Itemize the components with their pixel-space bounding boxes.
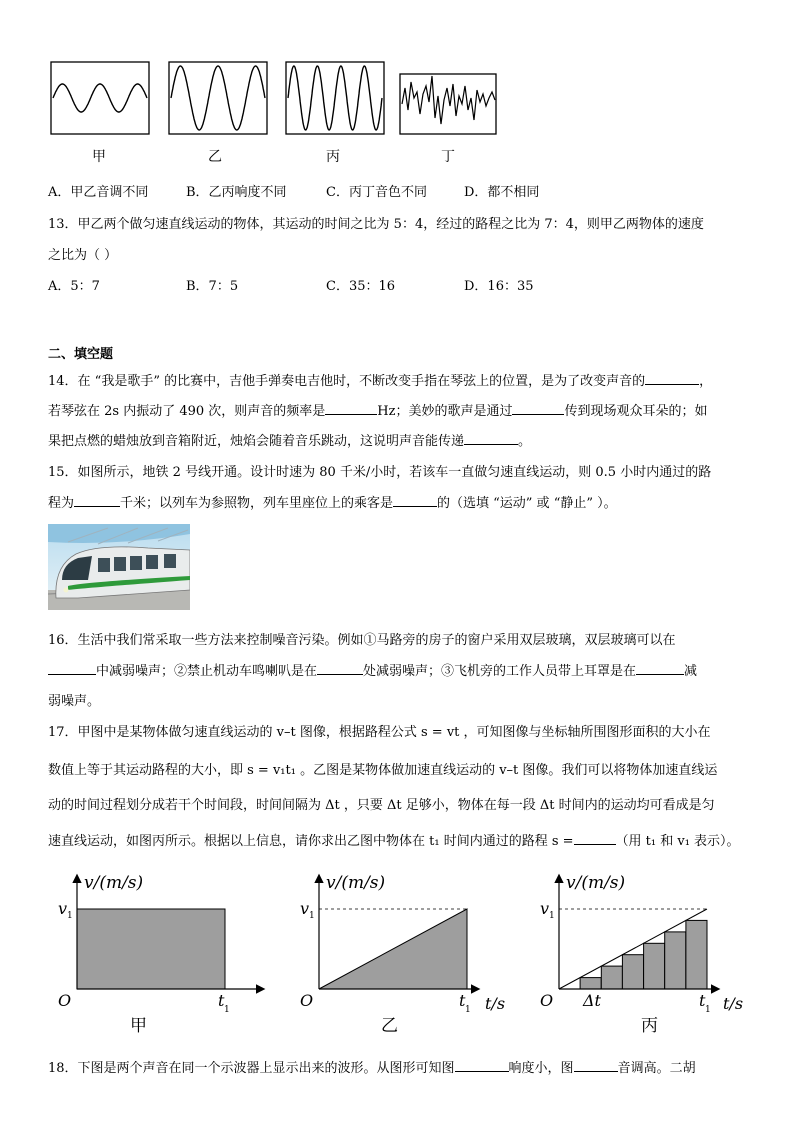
graph-bing-v1-sub: 1 <box>549 911 555 921</box>
q18-line1: 18．下图是两个声音在同一个示波器上显示出来的波形。从图形可知图 响度小，图 音调高。二胡 <box>48 1061 696 1076</box>
graph-bing-step-bar <box>580 978 601 989</box>
graph-jia-t1: t <box>218 991 225 1010</box>
q12-option-c[interactable]: C．丙丁音色不同 <box>326 185 427 200</box>
graph-jia-v1-sub: 1 <box>67 911 73 921</box>
q14-blank-4[interactable] <box>464 432 518 445</box>
graph-yi-area <box>319 909 467 989</box>
graph-jia-label: 甲 <box>130 1016 147 1036</box>
q13-option-a[interactable]: A．5：7 <box>48 279 100 294</box>
graph-bing-step-bar <box>686 920 707 989</box>
q12-option-b[interactable]: B．乙丙响度不同 <box>186 185 287 200</box>
q13-option-d[interactable]: D．16：35 <box>464 279 534 294</box>
q15-line1: 15．如图所示，地铁 2 号线开通。设计时速为 80 千米/小时，若该车一直做匀速直线运动，则 0.5 小时内通过的路 <box>48 465 712 480</box>
q14-line3: 果把点燃的蜡烛放到音箱附近，烛焰会随着音乐跳动，这说明声音能传递 。 <box>48 434 532 449</box>
waveform-ding <box>402 76 495 124</box>
vt-graph-yi <box>300 873 505 1036</box>
waveform-label-yi: 乙 <box>208 149 222 165</box>
q17-line4: 速直线运动，如图丙所示。根据以上信息，请你求出乙图中物体在 t₁ 时间内通过的路程 s = （用 t₁ 和 v₁ 表示）。 <box>48 834 740 849</box>
graph-yi-x-label: t/s <box>485 994 506 1013</box>
q14-line2: 若琴弦在 2s 内振动了 490 次，则声音的频率是 Hz；美妙的歌声是通过 传到现场观众耳朵的；如 <box>48 404 708 419</box>
vt-graphs-figure <box>48 866 768 1036</box>
graph-yi-v1: v <box>300 899 310 918</box>
graph-bing-t1-sub: 1 <box>705 1005 711 1015</box>
q14-blank-1[interactable] <box>645 372 699 385</box>
graph-jia-origin: O <box>58 991 72 1010</box>
graph-jia-v1: v <box>58 899 68 918</box>
graph-yi-t1: t <box>459 991 466 1010</box>
section-title: 二、填空题 <box>48 347 114 362</box>
vt-graph-bing <box>540 873 743 1036</box>
graph-jia-area <box>77 909 225 989</box>
q15-line2: 程为 千米；以列车为参照物，列车里座位上的乘客是 的（选填 “运动” 或 “静止” ）。 <box>48 496 617 511</box>
q13-option-c[interactable]: C．35：16 <box>326 279 396 294</box>
q18-blank-2[interactable] <box>574 1059 618 1072</box>
waveform-bing <box>288 66 382 130</box>
waveform-jia <box>53 84 147 112</box>
graph-bing-y-label: v/(m/s) <box>566 873 626 893</box>
waveform-box-ding <box>400 74 496 134</box>
q16-blank-1[interactable] <box>48 662 96 675</box>
q13-option-b[interactable]: B．7：5 <box>186 279 239 294</box>
q16-line3: 弱噪声。 <box>48 694 101 709</box>
graph-bing-x-label: t/s <box>723 994 744 1013</box>
waveform-yi <box>171 66 265 130</box>
graph-yi-t1-sub: 1 <box>465 1005 471 1015</box>
waveform-label-jia: 甲 <box>92 149 106 165</box>
q16-blank-3[interactable] <box>636 662 684 675</box>
graph-bing-origin: O <box>540 991 554 1010</box>
q14-line1: 14．在 “我是歌手” 的比赛中，吉他手弹奏电吉他时，不断改变手指在琴弦上的位置，是为了改变声音的 ， <box>48 374 713 389</box>
q12-option-d[interactable]: D．都不相同 <box>464 185 540 200</box>
graph-yi-v1-sub: 1 <box>309 911 315 921</box>
waveform-figure <box>48 58 508 140</box>
subway-train-photo <box>48 524 190 610</box>
graph-yi-y-label: v/(m/s) <box>326 873 386 893</box>
waveform-label-ding: 丁 <box>441 149 455 165</box>
q15-blank-1[interactable] <box>74 494 120 507</box>
q18-blank-1[interactable] <box>455 1059 509 1072</box>
q16-line2: 中减弱噪声；②禁止机动车鸣喇叭是在 处减弱噪声；③飞机旁的工作人员带上耳罩是在 减 <box>48 660 697 679</box>
q13-text-line2: 之比为（ ） <box>48 248 118 263</box>
graph-bing-steps <box>580 920 707 989</box>
waveform-label-bing: 丙 <box>326 149 340 165</box>
graph-yi-label: 乙 <box>381 1016 398 1036</box>
q17-blank-1[interactable] <box>574 832 616 845</box>
q16-line1: 16．生活中我们常采取一些方法来控制噪音污染。例如①马路旁的房子的窗户采用双层玻璃，双层玻璃可以在 <box>48 633 676 648</box>
vt-graph-jia <box>58 873 263 1036</box>
q17-line1: 17．甲图中是某物体做匀速直线运动的 v–t 图像，根据路程公式 s = vt ，可知图像与坐标轴所围图形面积的大小在 <box>48 725 711 740</box>
graph-jia-t1-sub: 1 <box>224 1005 230 1015</box>
graph-bing-t1: t <box>699 991 706 1010</box>
graph-yi-origin: O <box>300 991 314 1010</box>
q13-text-line1: 13．甲乙两个做匀速直线运动的物体，其运动的时间之比为 5：4，经过的路程之比为 7：4，则甲乙两物体的速度 <box>48 217 704 232</box>
q16-blank-2[interactable] <box>317 662 363 675</box>
graph-bing-step-bar <box>622 955 643 989</box>
q17-line3: 动的时间过程划分成若干个时间段，时间间隔为 Δt ，只要 Δt 足够小，物体在每一段 Δt 时间内的运动均可看成是匀 <box>48 798 715 813</box>
graph-bing-step-bar <box>665 932 686 989</box>
graph-bing-v1: v <box>540 899 550 918</box>
graph-bing-dt: Δt <box>583 991 601 1010</box>
q15-blank-2[interactable] <box>393 494 437 507</box>
q17-line2: 数值上等于其运动路程的大小，即 s = v₁t₁ 。乙图是某物体做加速直线运动的 v–t 图像。我们可以将物体加速直线运 <box>48 763 718 778</box>
graph-bing-step-bar <box>644 943 665 989</box>
waveform-box-jia <box>51 62 149 134</box>
q14-blank-3[interactable] <box>512 402 564 415</box>
graph-bing-step-bar <box>601 966 622 989</box>
graph-jia-y-label: v/(m/s) <box>84 873 144 893</box>
q12-option-a[interactable]: A．甲乙音调不同 <box>48 185 149 200</box>
q14-blank-2[interactable] <box>325 402 377 415</box>
graph-bing-label: 丙 <box>641 1016 658 1036</box>
